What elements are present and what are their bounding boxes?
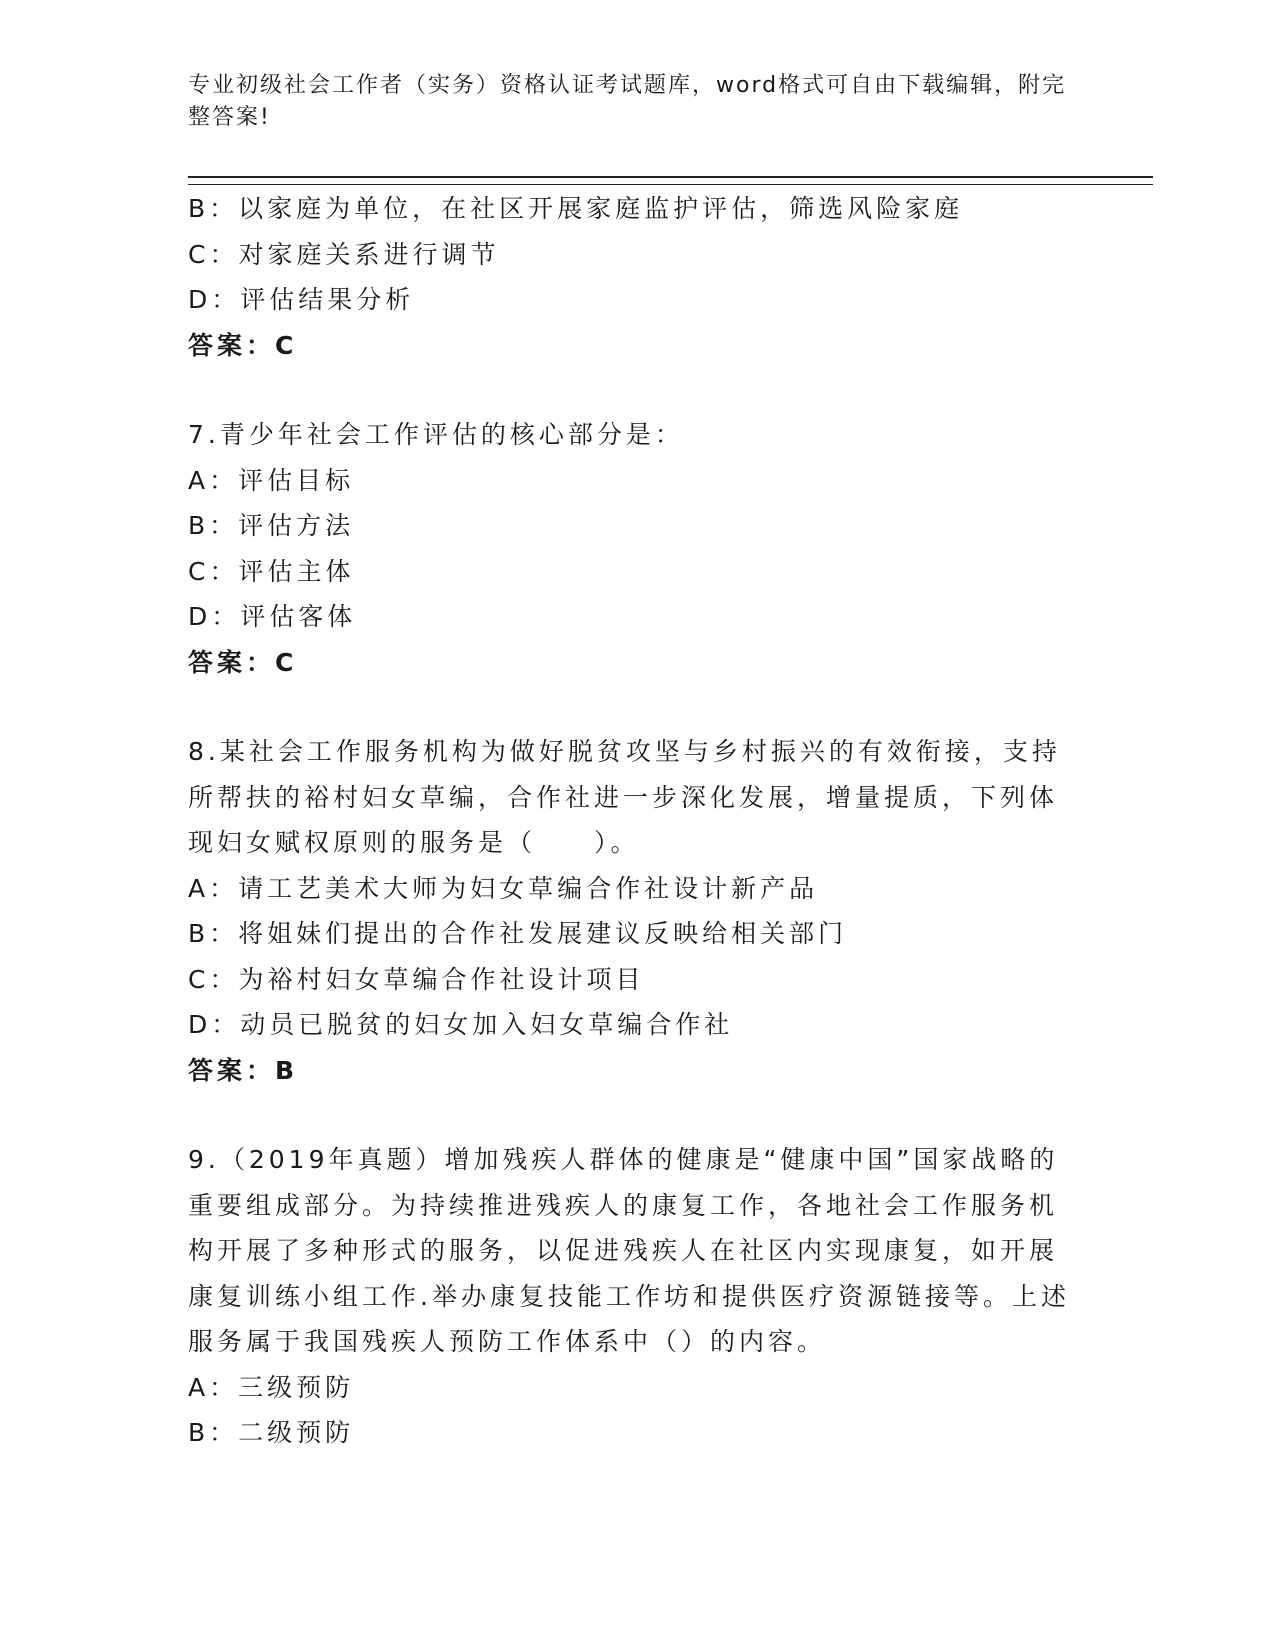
q6-option-d: D：评估结果分析 bbox=[188, 285, 415, 314]
q8-stem-line: 8.某社会工作服务机构为做好脱贫攻坚与乡村振兴的有效衔接，支持 bbox=[188, 737, 1061, 766]
q7-option-b: B：评估方法 bbox=[188, 511, 355, 540]
q8-answer: 答案：B bbox=[188, 1055, 299, 1085]
q9-stem-line: 构开展了多种形式的服务，以促进残疾人在社区内实现康复，如开展 bbox=[188, 1236, 1059, 1265]
question-7 bbox=[188, 412, 1088, 685]
q9-stem-line: 康复训练小组工作.举办康复技能工作坊和提供医疗资源链接等。上述 bbox=[188, 1281, 1070, 1311]
q7-option-d: D：评估客体 bbox=[188, 602, 357, 631]
question-8 bbox=[188, 729, 1088, 1093]
q7-answer: 答案：C bbox=[188, 647, 298, 677]
q9-stem-line: 9.（2019年真题）增加残疾人群体的健康是“健康中国”国家战略的 bbox=[188, 1145, 1059, 1174]
q9-stem-line: 服务属于我国残疾人预防工作体系中（）的内容。 bbox=[188, 1327, 827, 1356]
q8-option-c: C：为裕村妇女草编合作社设计项目 bbox=[188, 964, 645, 994]
q6-option-b: B：以家庭为单位，在社区开展家庭监护评估，筛选风险家庭 bbox=[188, 194, 964, 223]
q8-stem-line: 现妇女赋权原则的服务是（ ）。 bbox=[188, 828, 640, 857]
q8-option-d: D：动员已脱贫的妇女加入妇女草编合作社 bbox=[188, 1010, 734, 1039]
q9-stem-line: 重要组成部分。为持续推进残疾人的康复工作，各地社会工作服务机 bbox=[188, 1190, 1059, 1220]
q7-stem: 7.青少年社会工作评估的核心部分是： bbox=[188, 420, 684, 449]
spacer bbox=[188, 368, 1088, 412]
q8-option-b: B：将姐妹们提出的合作社发展建议反映给相关部门 bbox=[188, 919, 848, 948]
page-header: 专业初级社会工作者（实务）资格认证考试题库，word格式可自由下载编辑，附完整答案! bbox=[188, 73, 1067, 130]
question-9 bbox=[188, 1137, 1088, 1456]
q8-stem-line: 所帮扶的裕村妇女草编，合作社进一步深化发展，增量提质，下列体 bbox=[188, 782, 1059, 812]
q8-option-a: A：请工艺美术大师为妇女草编合作社设计新产品 bbox=[188, 873, 819, 903]
q7-option-c: C：评估主体 bbox=[188, 556, 355, 586]
spacer bbox=[188, 1093, 1088, 1137]
q7-option-a: A：评估目标 bbox=[188, 465, 355, 495]
header-divider bbox=[188, 176, 1153, 185]
q6-answer: 答案：C bbox=[188, 330, 298, 360]
question-6-tail bbox=[188, 186, 1088, 368]
q6-option-c: C：对家庭关系进行调节 bbox=[188, 239, 500, 269]
q9-option-b: B：二级预防 bbox=[188, 1418, 355, 1447]
q9-option-a: A：三级预防 bbox=[188, 1372, 355, 1402]
spacer bbox=[188, 685, 1088, 729]
document-body bbox=[188, 186, 1088, 1456]
